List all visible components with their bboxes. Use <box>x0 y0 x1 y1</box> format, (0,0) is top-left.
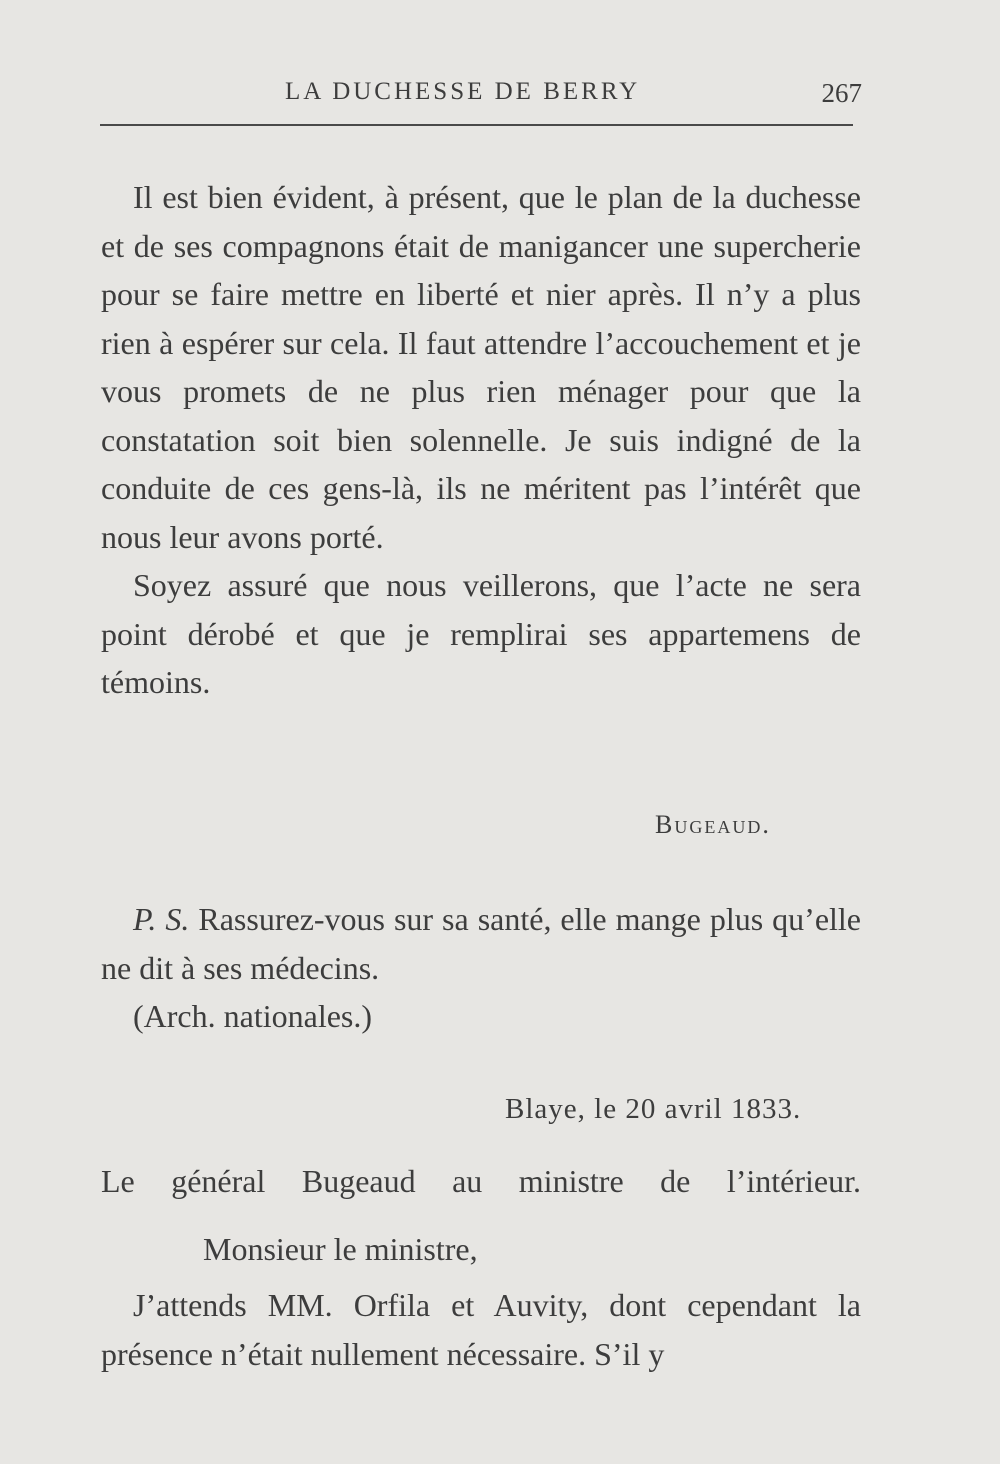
page-number: 267 <box>821 78 862 108</box>
postscript-text: Rassurez-vous sur sa santé, elle mange plus qu’elle ne dit à ses médecins. <box>101 901 862 986</box>
archive-note: (Arch. nationales.) <box>133 998 373 1034</box>
signature: Bugeaud. <box>655 810 771 839</box>
letter-heading: Le général Bugeaud au ministre de l’intérieur. <box>101 1163 861 1199</box>
running-title: LA DUCHESSE DE BERRY <box>285 78 641 105</box>
paragraph-1: Il est bien évident, à présent, que le plan de la duchesse et de ses compagnons était de manigancer une supercherie pour se faire mettre en liberté et nier après. Il n’y a plus rien à espérer sur cela. Il faut attendre l’accouchement et je vous promets de ne plus rien ménager pour que la constatation soit bien solennelle. Je suis indigné de la conduite de ces gens-là, ils ne méritent pas l’intérêt que nous leur avons porté. <box>101 179 861 555</box>
letter-body-text <box>101 173 861 707</box>
postscript-paragraph <box>101 895 861 992</box>
paragraph-2: Soyez assuré que nous veillerons, que l’acte ne sera point dérobé et que je remplirai ses appartemens de témoins. <box>101 567 861 700</box>
page-header <box>100 78 862 108</box>
postscript <box>101 895 861 1041</box>
salutation: Monsieur le ministre, <box>203 1231 478 1267</box>
header-rule <box>100 124 853 126</box>
letter-opening-paragraph: J’attends MM. Orfila et Auvity, dont cependant la présence n’était nullement nécessaire. S’il y <box>101 1287 861 1372</box>
postscript-marker: P. S. <box>133 901 190 937</box>
dateline: Blaye, le 20 avril 1833. <box>505 1093 802 1125</box>
letter-opening <box>101 1281 861 1378</box>
